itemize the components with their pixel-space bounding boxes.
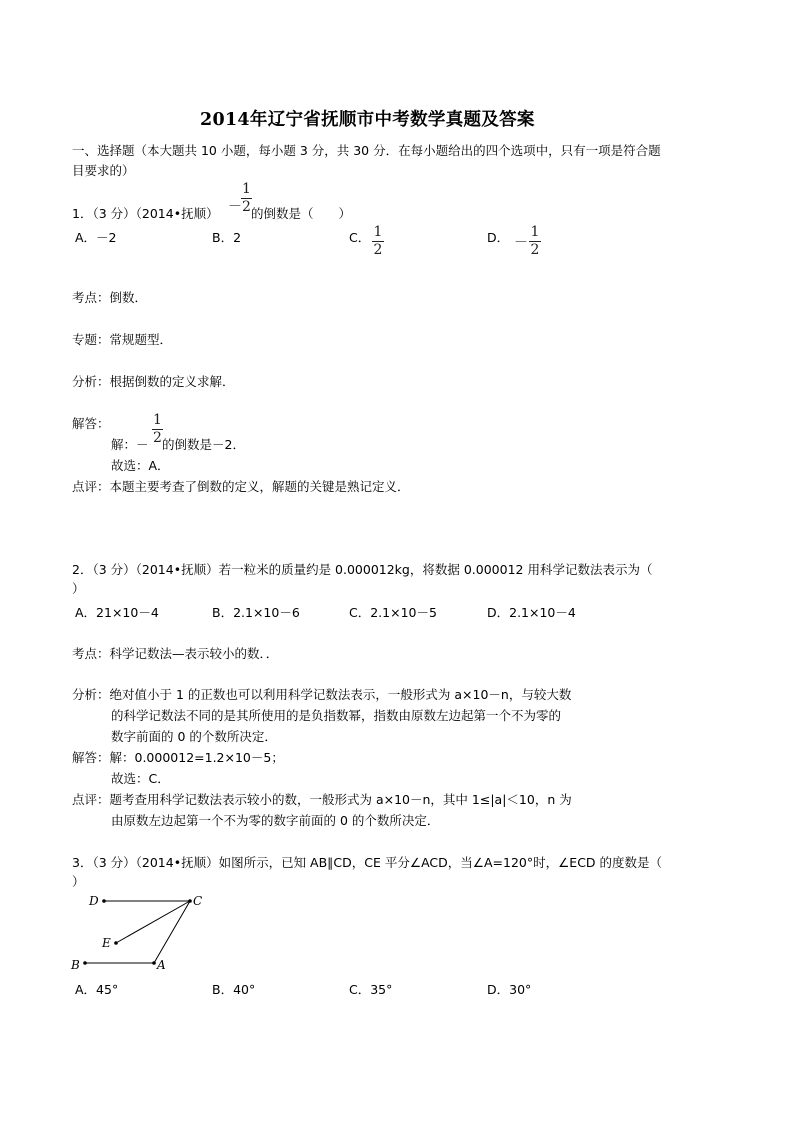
q1-solution-num: 1 <box>153 412 162 428</box>
q2-option-b[interactable]: B．2.1×10－6 <box>212 605 300 620</box>
q2-stem-line2: ） <box>72 581 85 596</box>
q1-option-c-fraction <box>372 225 384 258</box>
q1-solution-suffix: 的倒数是－2． <box>162 437 245 452</box>
q1-option-d-fraction <box>529 225 541 258</box>
label-a: A <box>157 958 166 972</box>
q1-solution-prefix: 解：－ <box>111 437 149 452</box>
q1-option-a[interactable]: A．－2 <box>75 230 117 245</box>
q2-stem-line1: 2．（3 分）（2014•抚顺）若一粒米的质量约是 0.000012kg，将数据 0.000012 用科学记数法表示为（ <box>72 562 653 577</box>
point-d <box>102 899 106 903</box>
q3-figure <box>66 890 216 978</box>
q3-option-b[interactable]: B．40° <box>212 982 256 997</box>
q2-option-d[interactable]: D．2.1×10－4 <box>487 605 576 620</box>
label-b: B <box>71 958 80 972</box>
q1-stem-suffix: 的倒数是（ ） <box>251 206 352 221</box>
q2-fenxi-line1: 分析：绝对值小于 1 的正数也可以利用科学记数法表示，一般形式为 a×10－n，与较大数 <box>72 687 572 702</box>
q1-option-d-den: 2 <box>530 242 540 258</box>
q2-option-a[interactable]: A．21×10－4 <box>75 605 159 620</box>
q3-option-d[interactable]: D．30° <box>487 982 532 997</box>
q2-fenxi-line3: 数字前面的 0 的个数所决定． <box>111 729 277 744</box>
q1-option-c[interactable] <box>349 228 370 246</box>
q2-dianping-line1: 点评：题考查用科学记数法表示较小的数，一般形式为 a×10－n，其中 1≤|a|＜10，n 为 <box>72 792 572 807</box>
point-a <box>152 961 156 965</box>
line-ac <box>154 901 190 963</box>
q1-dianping: 点评：本题主要考查了倒数的定义，解题的关键是熟记定义． <box>72 479 410 494</box>
q2-fenxi-line2: 的科学记数法不同的是其所使用的是负指数幂，指数由原数左边起第一个不为零的 <box>111 708 562 723</box>
q2-option-c[interactable]: C．2.1×10－5 <box>349 605 437 620</box>
q3-stem-line1: 3．（3 分）（2014•抚顺）如图所示，已知 AB∥CD，CE 平分∠ACD，当∠A=120°时，∠ECD 的度数是（ <box>72 855 663 870</box>
point-e <box>114 941 118 945</box>
section-header-line1: 一、选择题（本大题共 10 小题，每小题 3 分，共 30 分．在每小题给出的四个选项中，只有一项是符合题 <box>72 143 661 158</box>
label-e: E <box>102 936 111 950</box>
point-c <box>188 899 192 903</box>
q1-kaodian: 考点：倒数． <box>72 290 148 305</box>
q1-option-d-label: D． <box>487 230 510 245</box>
q1-stem-frac-num: 1 <box>242 181 251 197</box>
q1-option-d-sign: － <box>514 235 528 251</box>
q1-option-b[interactable]: B．2 <box>212 230 242 245</box>
q1-jieda-label: 解答： <box>72 416 110 431</box>
q1-zhuanti: 专题：常规题型． <box>72 332 173 347</box>
q1-option-d[interactable] <box>487 228 509 246</box>
q1-stem-frac-den: 2 <box>242 199 251 215</box>
q1-option-c-num: 1 <box>373 224 383 240</box>
q1-stem-prefix: 1．（3 分）（2014•抚顺） <box>72 206 219 221</box>
q1-stem-sign: － <box>228 199 242 215</box>
page-title: 2014年辽宁省抚顺市中考数学真题及答案 <box>200 110 535 130</box>
label-c: C <box>193 894 203 908</box>
q1-fenxi: 分析：根据倒数的定义求解． <box>72 374 235 389</box>
q2-dianping-line2: 由原数左边起第一个不为零的数字前面的 0 的个数所决定． <box>111 813 440 828</box>
point-b <box>83 961 87 965</box>
section-header-line2: 目要求的） <box>72 163 135 178</box>
label-d: D <box>89 894 99 908</box>
q2-jieda: 解答：解：0.000012=1.2×10－5； <box>72 750 284 765</box>
q3-option-a[interactable]: A．45° <box>75 982 119 997</box>
q1-option-d-num: 1 <box>530 224 540 240</box>
q3-option-c[interactable]: C．35° <box>349 982 393 997</box>
q1-answer: 故选：A． <box>111 458 170 473</box>
q2-kaodian: 考点：科学记数法—表示较小的数．． <box>72 646 279 661</box>
q1-option-c-label: C． <box>349 230 371 245</box>
line-ec <box>116 901 190 943</box>
q2-answer: 故选：C． <box>111 771 170 786</box>
q1-solution-den: 2 <box>153 430 162 446</box>
q3-stem-line2: ） <box>72 874 85 889</box>
q1-option-c-den: 2 <box>373 242 383 258</box>
